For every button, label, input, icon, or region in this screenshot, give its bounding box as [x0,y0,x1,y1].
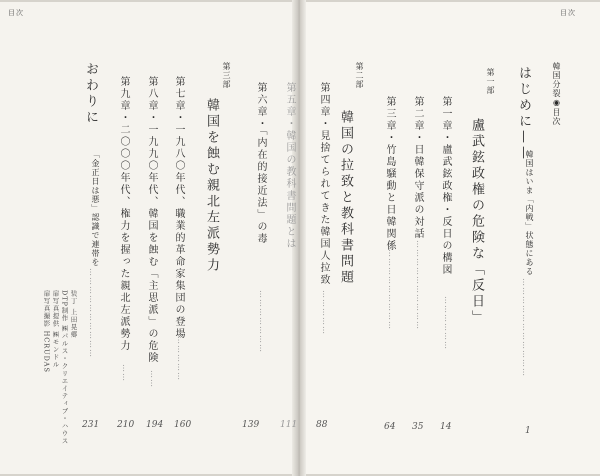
intro-label: はじめに—— [516,66,531,162]
part1-title: 盧武鉉政権の危険な「反日」 [469,118,484,326]
chapter-6-title: 第六章・「内在的接近法」の毒 [255,82,266,245]
chapter-4 [318,82,328,286]
chapter-4-page: 88 [316,420,328,430]
chapter-9-leader: …… [121,364,130,382]
credit-3: 扉写真提供 ㈱モンドル [51,290,60,369]
part2-label: 第二部 [355,62,364,89]
left-running-header: 目次 [8,9,24,17]
chapter-9 [118,76,128,352]
chapter-1-title: 第一章・盧武鉉政権・反日の構図 [440,96,451,276]
chapter-7-page: 160 [174,420,192,430]
chapter-8-leader: …… [149,370,158,388]
intro-subtitle: 韓国はいま「内戦」状態にある [525,150,534,276]
part2-title: 韓国の拉致と教科書問題 [338,110,353,286]
part3-title-col [205,98,218,274]
outro-subtitle-col [91,150,99,267]
credit-2: DTP制作 ㈱パルス・クリエイティブ・ハウス [60,290,69,445]
intro-subtitle-col [525,150,533,276]
chapter-2-leader: ………………………… [415,240,424,330]
chapter-8 [146,76,156,364]
right-running-header: 目次 [560,9,576,17]
part2-label-col [355,62,363,89]
chapter-1-page: 14 [440,422,452,432]
chapter-9-title: 第九章・二〇〇〇年代、権力を握った親北左派勢力 [118,76,129,352]
chapter-5 [284,82,294,250]
chapter-5-title: 第五章・韓国の教科書問題とは [284,82,295,250]
part2-title-col [339,110,352,286]
part1-label-col [486,68,494,95]
part3-label: 第三部 [222,62,231,89]
part3-title: 韓国を蝕む親北左派勢力 [204,98,219,274]
chapter-2-page: 35 [412,422,424,432]
chapter-4-leader: …………… [321,290,330,335]
outro-leader: ………………………… [88,268,97,358]
chapter-6-page: 139 [242,420,260,430]
chapter-7-title: 第七章・一九八〇年代、職業的革命家集団の登場 [173,76,184,340]
chapter-5-page: 111 [280,420,298,430]
toc-title: 韓国分裂◉目次 [552,62,561,126]
chapter-2-title: 第二章・日韓保守派の対話 [412,96,423,240]
chapter-3-title: 第三章・竹島騒動と日韓関係 [384,96,395,252]
chapter-6 [255,82,265,245]
intro-page: 1 [525,426,531,436]
part3-label-col [222,62,230,89]
chapter-1-leader: ……………… [443,296,452,350]
outro-label-col [84,62,97,126]
chapter-9-page: 210 [117,420,135,430]
credit-1: 装丁 上田晃郷 [69,290,78,339]
chapter-8-title: 第八章・一九九〇年代、韓国を蝕む「主思派」の危険 [146,76,157,364]
outro-page: 231 [82,420,100,430]
chapter-2 [412,96,422,240]
outro-subtitle: 「金正日は悪」認識で連帯を [91,150,100,267]
chapter-6-leader: ………………… [258,290,267,353]
part1-title-col [470,118,483,326]
chapter-1 [440,96,450,276]
chapter-7 [173,76,183,340]
chapter-8-page: 194 [146,420,164,430]
credit-4: 扉写真撮影 HCRUDAS [42,290,51,373]
intro-entry [517,66,530,162]
outro-label: おわりに [83,62,98,126]
chapter-3 [384,96,394,252]
chapter-4-title: 第四章・見捨てられてきた韓国人拉致 [318,82,329,286]
chapter-3-page: 64 [384,422,396,432]
part1-label: 第一部 [486,68,495,95]
chapter-7-leader: …………… [176,336,185,381]
chapter-3-leader: ………………………… [387,240,396,330]
intro-leader: …………………………… [521,278,530,377]
